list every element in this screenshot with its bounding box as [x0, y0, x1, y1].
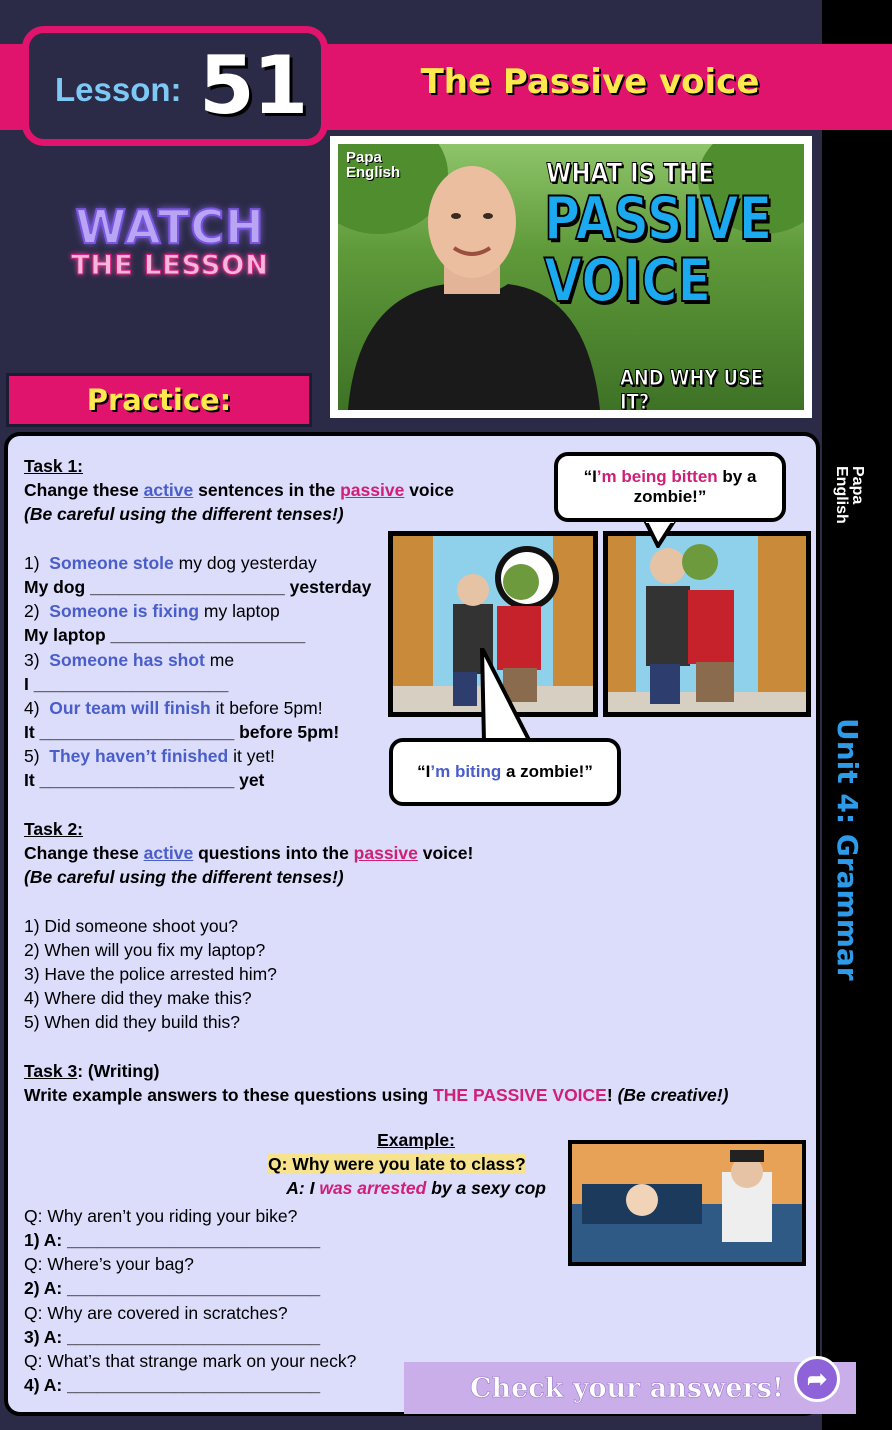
- example-cartoon: [568, 1140, 806, 1266]
- task3-question: Q: Why aren’t you riding your bike?: [24, 1205, 298, 1226]
- papa-english-logo: Papa English: [346, 149, 401, 181]
- watch-the-lesson-link[interactable]: [30, 200, 310, 281]
- video-thumbnail[interactable]: [330, 136, 812, 418]
- task1-answer-blank[interactable]: It ____________________ before 5pm!: [24, 722, 340, 743]
- task2-item: 1) Did someone shoot you?: [24, 915, 239, 936]
- lesson-badge: [22, 26, 328, 146]
- practice-label: Practice:: [6, 373, 312, 427]
- comic-panel-right: [603, 531, 811, 717]
- police-car-illustration: [572, 1144, 802, 1262]
- task1-title: Task 1:: [24, 456, 84, 476]
- task1-answer-blank[interactable]: My laptop ____________________: [24, 625, 306, 646]
- task1-item: 5) They haven’t finished it yet!: [24, 746, 275, 767]
- task3-example: [268, 1128, 554, 1201]
- task2-item: 4) Where did they make this?: [24, 988, 252, 1009]
- task1-note: (Be careful using the different tenses!): [24, 504, 344, 525]
- check-answers-label: Check your answers!: [470, 1372, 784, 1404]
- task2-item: 2) When will you fix my laptop?: [24, 939, 266, 960]
- speech-bubble-biting: “I’m biting a zombie!”: [389, 738, 621, 806]
- video-title-main: PASSIVE VOICE: [544, 184, 773, 316]
- task3-question: Q: Why are covered in scratches?: [24, 1302, 288, 1323]
- bubble-tail-top: [640, 518, 680, 548]
- task1-item: 1) Someone stole my dog yesterday: [24, 552, 317, 573]
- example-label: Example:: [377, 1130, 455, 1150]
- lesson-title: The Passive voice: [420, 62, 760, 102]
- speech-bubble-bitten: “I’m being bitten by a zombie!”: [554, 452, 786, 522]
- task1-instruction: Change these active sentences in the passive voice: [24, 480, 454, 501]
- watch-text: WATCH: [75, 200, 265, 254]
- task3-title: Task 3: (Writing): [24, 1060, 160, 1081]
- example-question: Q: Why were you late to class?: [268, 1154, 526, 1175]
- task1-answer-blank[interactable]: My dog ____________________ yesterday: [24, 576, 372, 597]
- task3-answer-blank[interactable]: 1) A: __________________________: [24, 1230, 321, 1250]
- task3-instruction: Write example answers to these questions using THE PASSIVE VOICE! (Be creative!): [24, 1084, 729, 1105]
- lesson-number: 51: [199, 39, 307, 132]
- zombie-bite-illustration: [608, 536, 806, 712]
- bubble-tail-bottom: [474, 648, 534, 744]
- the-lesson-text: THE LESSON: [71, 250, 269, 281]
- task3-answer-blank[interactable]: 3) A: __________________________: [24, 1326, 321, 1347]
- task1-item: 4) Our team will finish it before 5pm!: [24, 697, 323, 718]
- task3-question: Q: What’s that strange mark on your neck?: [24, 1350, 357, 1371]
- task3-answer-blank[interactable]: 2) A: __________________________: [24, 1278, 321, 1299]
- task2-title: Task 2:: [24, 818, 84, 839]
- task1-item: 3) Someone has shot me: [24, 649, 235, 670]
- video-title-line4: AND WHY USE IT?: [620, 366, 764, 410]
- task1-answer-blank[interactable]: It ____________________ yet: [24, 770, 265, 791]
- task2-instruction: Change these active questions into the passive voice!: [24, 843, 474, 863]
- lesson-label: Lesson:: [55, 71, 182, 108]
- unit-label: Unit 4: Grammar: [831, 718, 864, 981]
- task3-answer-blank[interactable]: 4) A: __________________________: [24, 1375, 321, 1396]
- right-side-strip: [822, 0, 892, 1430]
- task3-question: Q: Where’s your bag?: [24, 1254, 194, 1275]
- task2-item: 3) Have the police arrested him?: [24, 963, 277, 984]
- task2-note: (Be careful using the different tenses!): [24, 867, 344, 888]
- video-title-line1: WHAT IS THE: [546, 158, 714, 189]
- side-papa-english-logo: Papa English: [833, 466, 866, 524]
- example-answer: A: I was arrested by a sexy cop: [286, 1178, 546, 1199]
- task2-item: 5) When did they build this?: [24, 1012, 240, 1033]
- task1-item: 2) Someone is fixing my laptop: [24, 601, 280, 622]
- check-answers-button[interactable]: [404, 1362, 856, 1414]
- task1-answer-blank[interactable]: I ____________________: [24, 673, 229, 694]
- share-arrow-icon[interactable]: ➦: [794, 1356, 840, 1402]
